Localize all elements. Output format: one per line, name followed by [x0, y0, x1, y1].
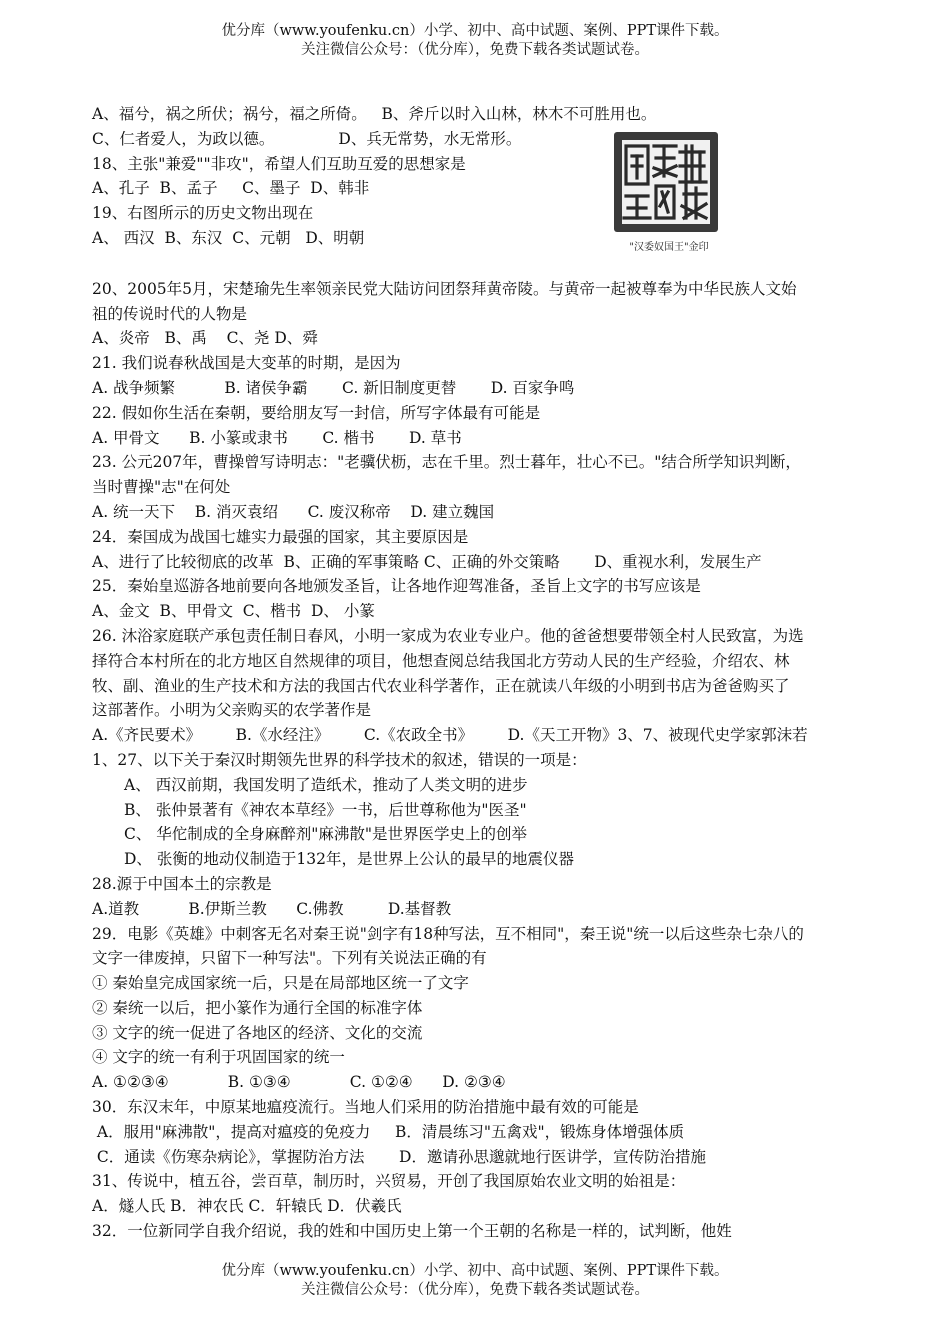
question-27: 1、27、以下关于秦汉时期领先世界的科学技术的叙述，错误的一项是： [92, 750, 587, 769]
question-18: 18、主张"兼爱""非攻"，希望人们互助互爱的思想家是 [92, 154, 466, 173]
text-line: A．服用"麻沸散"，提高对瘟疫的免疫力 B．清晨练习"五禽戏"，锻炼身体增强体质 [92, 1122, 685, 1141]
text-line: 当时曹操"志"在何处 [92, 478, 231, 497]
text-line: B、 张仲景著有《神农本草经》一书，后世尊称他为"医圣" [124, 800, 527, 819]
question-21: 21. 我们说春秋战国是大变革的时期，是因为 [92, 354, 401, 373]
text-line: A. 战争频繁 B. 诸侯争霸 C. 新旧制度更替 D. 百家争鸣 [92, 378, 575, 397]
question-26: 26. 沐浴家庭联产承包责任制日春风，小明一家成为农业专业户。他的爸爸想要带领全村人民致富，为选 [92, 626, 804, 645]
seal-caption: "汉委奴国王"金印 [629, 242, 709, 253]
text-line: C、 华佗制成的全身麻醉剂"麻沸散"是世界医学史上的创举 [124, 825, 528, 844]
text-line: C、仁者爱人，为政以德。 D、兵无常势，水无常形。 [92, 129, 522, 148]
question-29: 29．电影《英雄》中刺客无名对秦王说"剑字有18种写法，互不相同"，秦王说"统一以后这些杂七杂八的 [92, 924, 804, 943]
question-19: 19、右图所示的历史文物出现在 [92, 204, 314, 223]
text-line: A、 西汉 B、东汉 C、元朝 D、明朝 [92, 228, 365, 247]
text-line: ② 秦统一以后，把小篆作为通行全国的标准字体 [92, 998, 423, 1017]
text-line: A. 统一天下 B. 消灭袁绍 C. 废汉称帝 D. 建立魏国 [92, 502, 495, 521]
text-line: 择符合本村所在的北方地区自然规律的项目，他想查阅总结我国北方劳动人民的生产经验，介绍农、林 [92, 651, 790, 670]
text-line: A、 西汉前期，我国发明了造纸术，推动了人类文明的进步 [124, 775, 528, 794]
seal-glyphs-icon [614, 132, 718, 232]
header-line-2: 关注微信公众号：（优分库），免费下载各类试题试卷。 [301, 42, 649, 58]
text-line: ① 秦始皇完成国家统一后，只是在局部地区统一了文字 [92, 974, 469, 993]
header-line-1: 优分库（www.youfenku.cn）小学、初中、高中试题、案例、PPT课件下载。 [221, 23, 729, 39]
text-line: 文字一律废掉，只留下一种写法"。下列有关说法正确的有 [92, 949, 487, 968]
question-23: 23. 公元207年，曹操曾写诗明志："老骥伏枥，志在千里。烈士暮年，壮心不已。"结合所学知识判断， [92, 453, 801, 472]
text-line: A、福兮，祸之所伏；祸兮，福之所倚。 B、斧斤以时入山林，林木不可胜用也。 [92, 105, 657, 123]
footer-line-1: 优分库（www.youfenku.cn）小学、初中、高中试题、案例、PPT课件下载。 [221, 1263, 729, 1279]
question-31: 31、传说中，植五谷，尝百草，制历时，兴贸易，开创了我国原始农业文明的始祖是： [92, 1172, 686, 1191]
text-line: ④ 文字的统一有利于巩固国家的统一 [92, 1048, 345, 1067]
question-22: 22. 假如你生活在秦朝，要给朋友写一封信，所写字体最有可能是 [92, 403, 541, 422]
question-25: 25．秦始皇巡游各地前要向各地颁发圣旨，让各地作迎驾准备，圣旨上文字的书写应该是 [92, 577, 701, 596]
text-line: C．通读《伤寒杂病论》，掌握防治方法 D．邀请孙思邈就地行医讲学，宣传防治措施 [92, 1147, 706, 1166]
text-line: A、炎帝 B、禹 C、尧 D、舜 [92, 329, 318, 348]
text-line: 牧、副、渔业的生产技术和方法的我国古代农业科学著作，正在就读八年级的小明到书店为爸爸购买了 [92, 676, 790, 695]
document-body [92, 102, 862, 1244]
text-line: ③ 文字的统一促进了各地区的经济、文化的交流 [92, 1023, 423, 1042]
text-line: A.《齐民要术》 B.《水经注》 C.《农政全书》 D.《天工开物》3、7、被现代史学家郭沫若 [92, 726, 808, 745]
question-28: 28.源于中国本土的宗教是 [92, 874, 272, 893]
page-footer [0, 1262, 950, 1300]
question-20: 20、2005年5月，宋楚瑜先生率领亲民党大陆访问团祭拜黄帝陵。与黄帝一起被尊奉为中华民族人文始 [92, 279, 797, 298]
text-line: A、孔子 B、孟子 C、墨子 D、韩非 [92, 179, 370, 198]
text-line: A、进行了比较彻底的改革 B、正确的军事策略 C、正确的外交策略 D、重视水利，发展生产 [92, 552, 762, 571]
text-line: A．燧人氏 B．神农氏 C．轩辕氏 D．伏羲氏 [92, 1197, 402, 1216]
footer-line-2: 关注微信公众号：（优分库），免费下载各类试题试卷。 [301, 1282, 649, 1298]
question-24: 24．秦国成为战国七雄实力最强的国家，其主要原因是 [92, 527, 469, 546]
text-line: A. ①②③④ B. ①③④ C. ①②④ D. ②③④ [92, 1073, 506, 1092]
seal-impression [614, 132, 718, 232]
text-line: D、 张衡的地动仪制造于132年，是世界上公认的最早的地震仪器 [124, 850, 574, 869]
question-30: 30．东汉末年，中原某地瘟疫流行。当地人们采用的防治措施中最有效的可能是 [92, 1098, 639, 1117]
text-line: A.道教 B.伊斯兰教 C.佛教 D.基督教 [92, 899, 452, 918]
question-32: 32．一位新同学自我介绍说，我的姓和中国历史上第一个王朝的名称是一样的，试判断，他姓 [92, 1222, 732, 1241]
page-header [0, 22, 950, 60]
text-line: 这部著作。小明为父亲购买的农学著作是 [92, 701, 372, 720]
text-line: A. 甲骨文 B. 小篆或隶书 C. 楷书 D. 草书 [92, 428, 462, 447]
gold-seal-image [614, 132, 724, 252]
text-line: A、金文 B、甲骨文 C、楷书 D、 小篆 [92, 602, 375, 621]
text-line: 祖的传说时代的人物是 [92, 304, 248, 323]
